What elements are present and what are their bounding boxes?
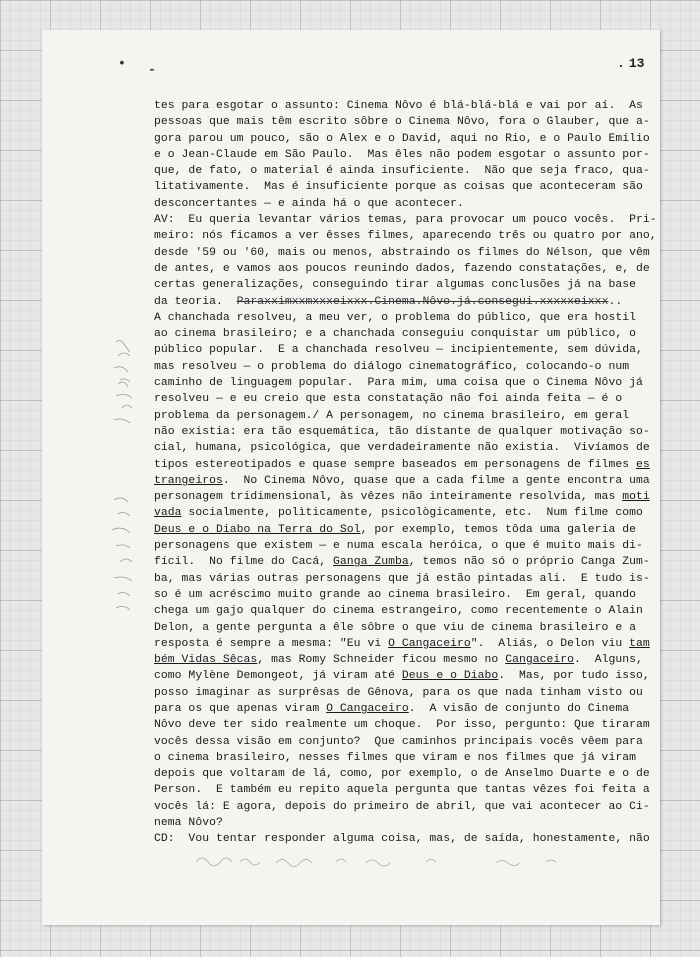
text-line: ba, mas várias outras personagens que já estão pintadas ali. E tudo is- <box>154 572 650 585</box>
text-line: Nôvo deve ter sido realmente um choque. Por isso, pergunto: Que tiraram <box>154 719 650 732</box>
text-line: vocês lá: E agora, depois do primeiro de abril, que vai acontecer ao Ci- <box>154 800 650 813</box>
text-line: personagem tridimensional, às vêzes não inteiramente resolvida, mas moti <box>154 491 650 504</box>
text-line: litativamente. Mas é insuficiente porque as coisas que aconteceram são <box>154 181 643 194</box>
text-line: ao cinema brasileiro; e a chanchada conseguiu conquistar um público, o <box>154 328 636 341</box>
text-line: CD: Vou tentar responder alguma coisa, mas, de saída, honestamente, não <box>154 833 650 846</box>
text-line: gora parou um pouco, são o Alex e o David, aqui no Rio, e o Paulo Emílio <box>154 132 650 145</box>
pencil-annotation-icon <box>108 376 148 436</box>
text-line: fícil. No filme do Cacá, Ganga Zumba, temos não só o próprio Canga Zum- <box>154 556 650 569</box>
punch-dot: • <box>118 56 126 71</box>
text-line: não existia: era tão esquemática, tão distante de qualquer motivação so- <box>154 425 650 438</box>
text-line: da teoria. Paraxximxxmxxxeixxx.Cinema.Nôvo.já.consegui.xxxxxeixxx.. <box>154 295 623 308</box>
text-line: para os que apenas viram O Cangaceiro. A visão de conjunto do Cinema <box>154 702 630 715</box>
text-line: bém Vidas Sêcas, mas Romy Schneider ficou mesmo no Cangaceiro. Alguns, <box>154 654 643 667</box>
text-line: depois que voltaram de lá, como, por exemplo, o de Anselmo Duarte e o de <box>154 768 650 781</box>
text-line: caminho de linguagem popular. Para mim, uma coisa que o Cinema Nôvo já <box>154 377 643 390</box>
text-line: desconcertantes — e ainda há o que acontecer. <box>154 197 464 210</box>
text-line: Delon, a gente pergunta a êle sôbre o que viu de cinema brasileiro e a <box>154 621 636 634</box>
film-title: Ganga Zumba <box>333 556 409 569</box>
typewritten-text <box>154 98 674 848</box>
film-title: Deus e o Diabo <box>401 670 499 683</box>
underlined-text: trangeiros <box>154 474 223 487</box>
text-line: vada socialmente, polìticamente, psicològicamente, etc. Num filme como <box>154 507 643 520</box>
text-line: nema Nôvo? <box>154 817 223 830</box>
text-line: público popular. E a chanchada resolveu — incipientemente, sem dúvida, <box>154 344 643 357</box>
struck-text: Paraxximxxmxxxeixxx.Cinema.Nôvo.já.consegui.xxxxxeixxx <box>236 295 609 308</box>
text-line: AV: Eu queria levantar vários temas, para provocar um pouco vocês. Pri- <box>154 214 657 227</box>
text-line: personagens que existem — e numa escala heróica, o que é muito mais di- <box>154 540 643 553</box>
text-line: resolveu — e eu creio que esta constatação não foi ainda feita — é o <box>154 393 623 406</box>
page-number: . 13 <box>617 56 644 71</box>
text-line: pessoas que mais têm escrito sôbre o Cinema Nôvo, fora o Glauber, que a- <box>154 116 650 129</box>
underlined-text: moti <box>622 491 650 504</box>
text-line: Deus e o Diabo na Terra do Sol, por exemplo, temos tôda uma galeria de <box>154 523 636 536</box>
text-line: vocês dessa visão em conjunto? Que caminhos principais vocês vêem para <box>154 735 643 748</box>
text-line: Person. E também eu repito aquela pergunta que tantas vêzes foi feita a <box>154 784 650 797</box>
underlined-text: tam <box>629 637 650 650</box>
text-line: tipos estereotipados e quase sempre baseados em personagens de filmes es <box>154 458 650 471</box>
text-line: meiro: nós ficamos a ver êsses filmes, aparecendo três ou quatro por ano, <box>154 230 657 243</box>
text-line: problema da personagem./ A personagem, no cinema brasileiro, em geral <box>154 409 630 422</box>
text-line: resposta é sempre a mesma: "Eu vi O Cangaceiro". Aliás, o Delon viu tam <box>154 637 650 650</box>
text-line: A chanchada resolveu, a meu ver, o problema do público, que era hostil <box>154 311 636 324</box>
text-line: chega um gajo qualquer do cinema estrangeiro, como recentemente o Alain <box>154 605 643 618</box>
punch-dot: - <box>148 62 156 77</box>
text-line: e o Jean-Claude em São Paulo. Mas êles não podem esgotar o assunto por- <box>154 148 650 161</box>
film-title: Vidas Sêcas <box>181 654 258 667</box>
film-title: Cangaceiro <box>505 654 575 667</box>
text-line: que, de fato, o material é ainda insuficiente. Não que seja fraco, qua- <box>154 165 650 178</box>
pencil-annotation-icon <box>108 490 148 620</box>
text-line: tes para esgotar o assunto: Cinema Nôvo é blá-blá-blá e vai por aí. As <box>154 100 643 112</box>
underlined-text: es <box>635 458 650 471</box>
film-title: O Cangaceiro <box>388 637 471 650</box>
text-line: o cinema brasileiro, nesses filmes que viram e nos filmes que já viram <box>154 751 636 764</box>
text-line: posso imaginar as surprêsas de Gênova, para os que nada tinham visto ou <box>154 686 643 699</box>
text-line: certas generalizações, conseguindo tirar algumas conclusões já na base <box>154 279 636 292</box>
film-title: Deus e o Diabo na Terra do Sol <box>154 523 361 536</box>
pencil-scribble-icon <box>196 852 596 870</box>
text-line: mas resolveu — o problema do diálogo cinematográfico, colocando-o num <box>154 360 630 373</box>
underlined-text: bém <box>154 654 182 667</box>
text-line: trangeiros. No Cinema Nôvo, quase que a cada filme a gente encontra uma <box>154 474 650 487</box>
text-line: so é um acréscimo muito grande ao cinema brasileiro. Em geral, quando <box>154 588 636 601</box>
film-title: O Cangaceiro <box>326 702 409 715</box>
underlined-text: vada <box>154 507 182 520</box>
text-line: de antes, e vamos aos poucos reunindo dados, fazendo constatações, e, de <box>154 262 650 275</box>
text-line: como Mylène Demongeot, já viram até Deus e o Diabo. Mas, por tudo isso, <box>154 670 650 683</box>
text-line: cial, humana, psicológica, que verdadeiramente não existia. Vivíamos de <box>154 442 650 455</box>
text-line: desde '59 ou '60, mais ou menos, abstraindo os filmes do Nélson, que vêm <box>154 246 650 259</box>
